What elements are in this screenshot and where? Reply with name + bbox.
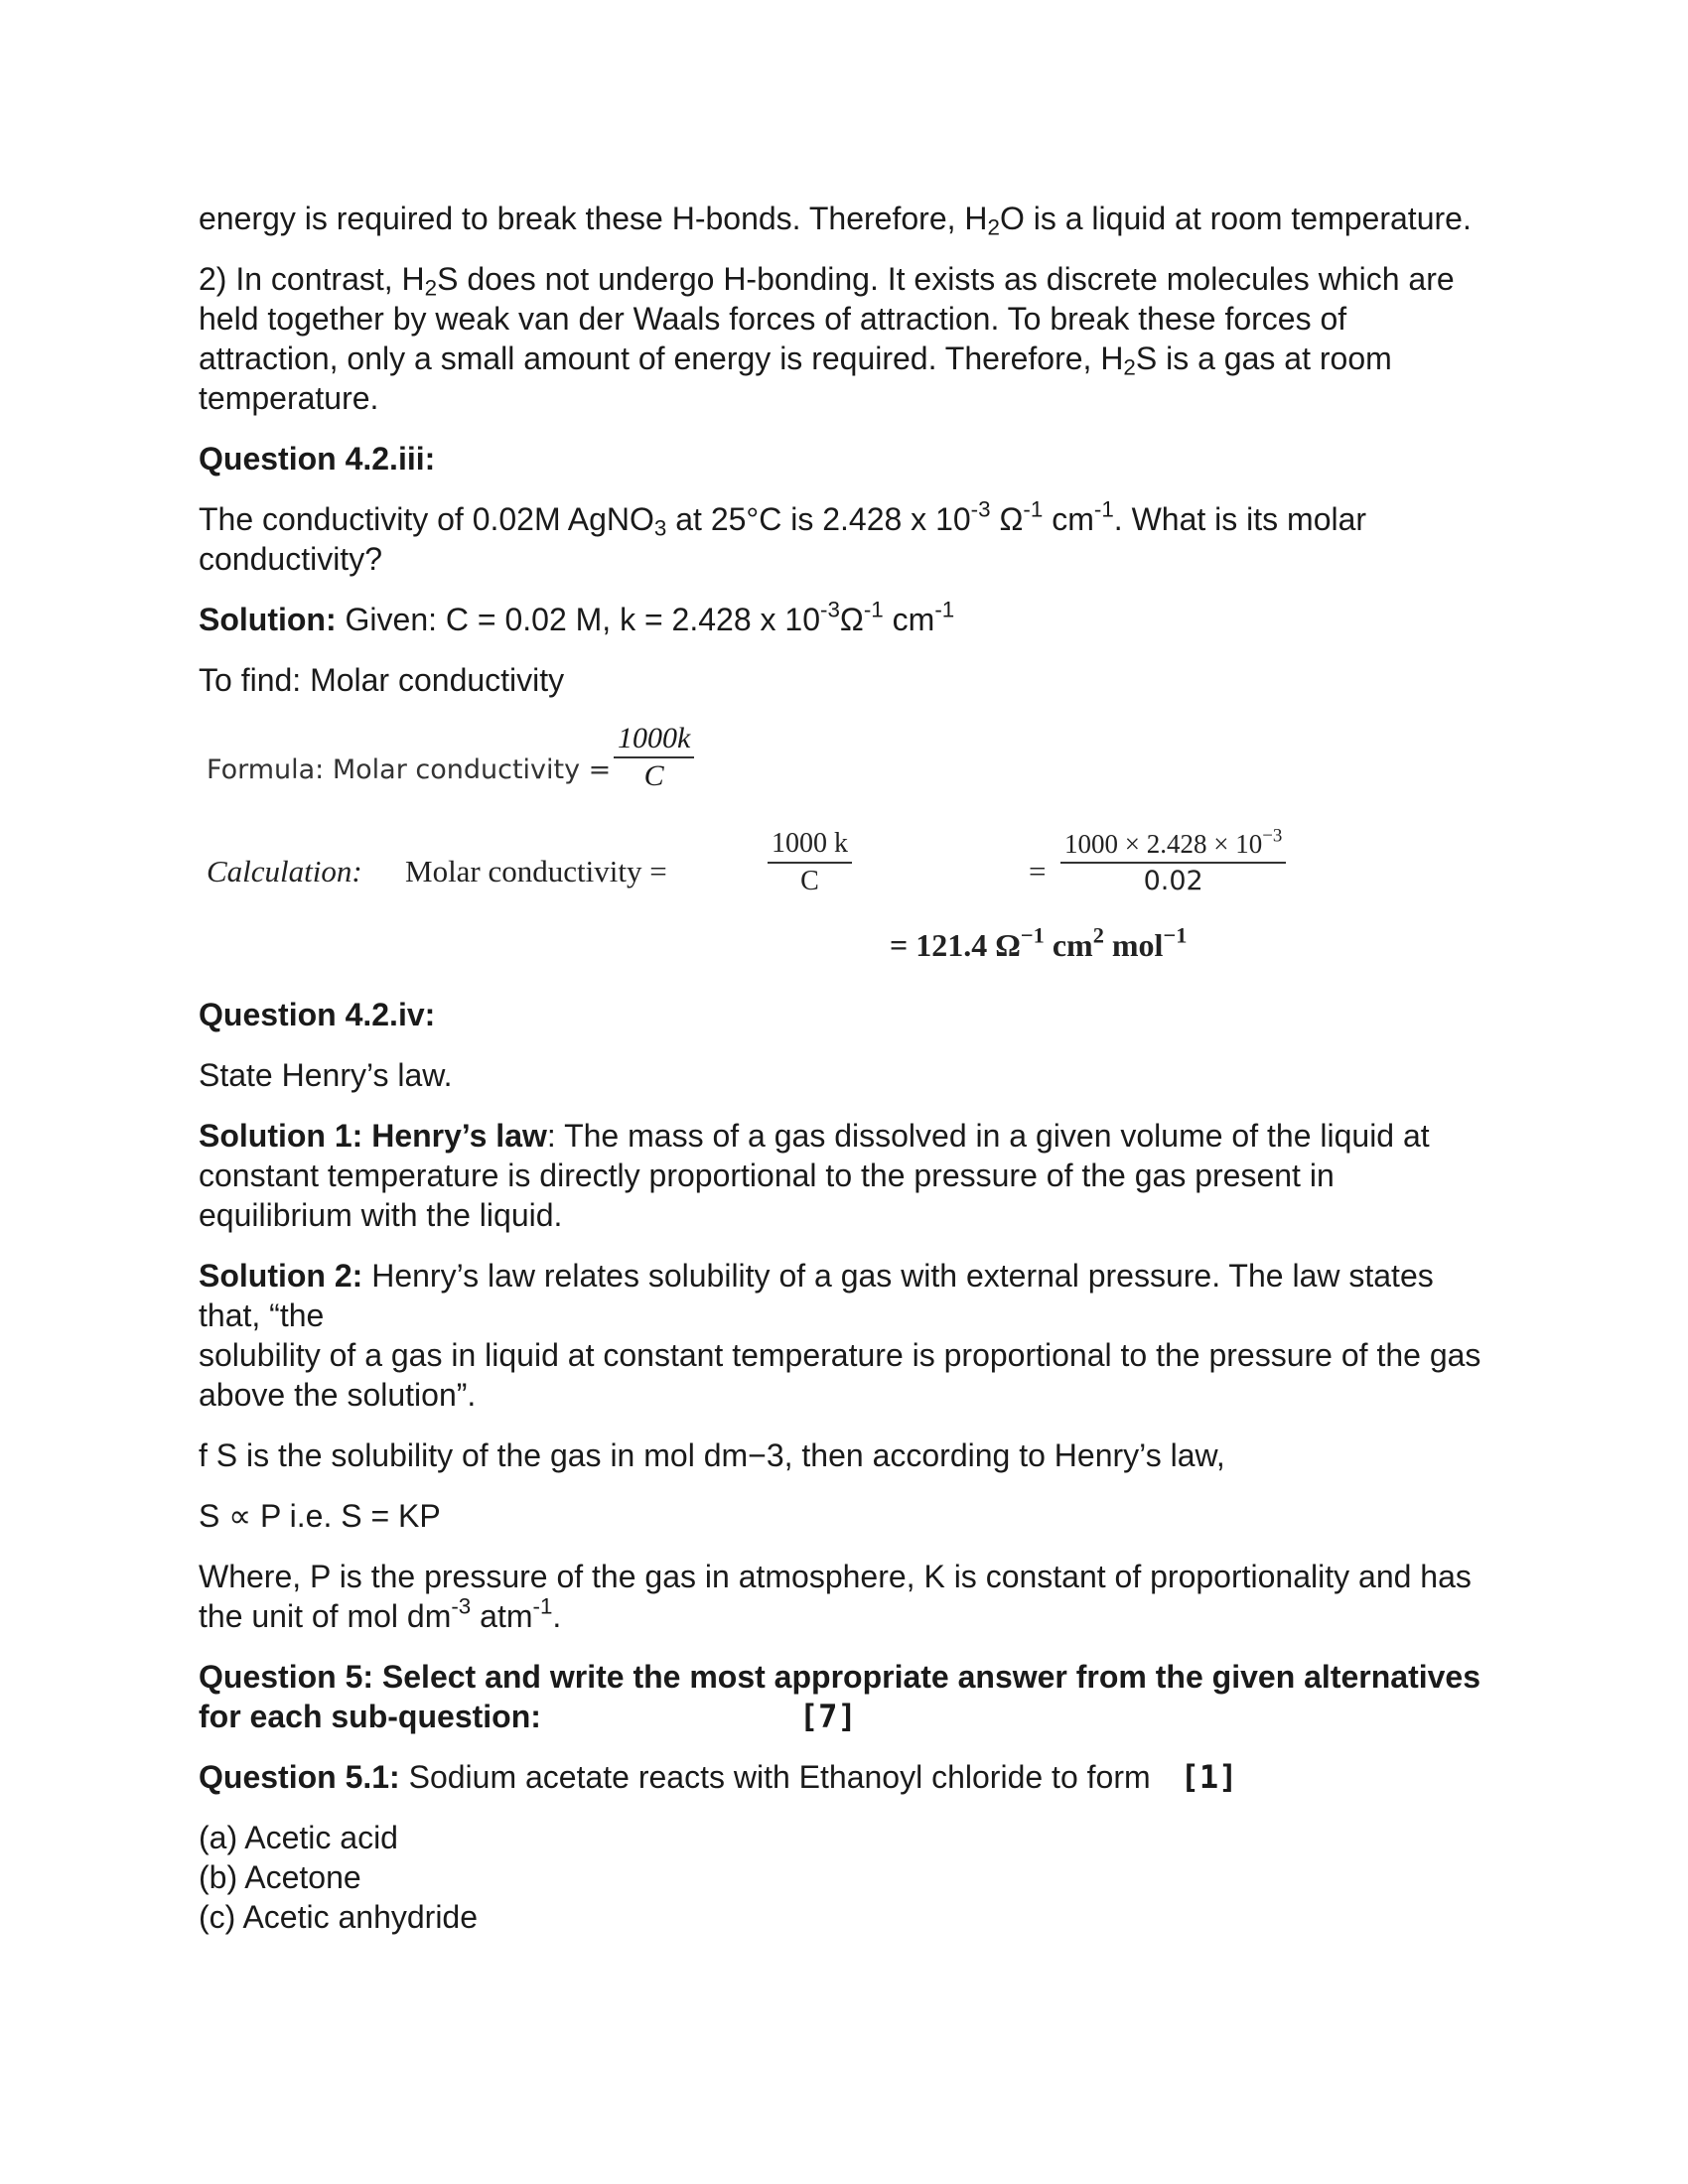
superscript: 2 [1092, 922, 1104, 948]
solution-label: Solution 1: Henry’s law [199, 1118, 547, 1154]
solubility-line: f S is the solubility of the gas in mol dm−3, then according to Henry’s law, [199, 1437, 1225, 1473]
formula-numerator: 1000k [618, 722, 691, 754]
proportionality-line: S ∝ P i.e. S = KP [199, 1498, 441, 1534]
to-find: To find: Molar conductivity [199, 662, 565, 698]
question-5-1 [199, 1757, 1489, 1797]
solution-2 [199, 1256, 1489, 1415]
marks-label: [1] [1180, 1758, 1238, 1796]
text: cm [883, 602, 935, 637]
question-4-2-iv-text: State Henry’s law. [199, 1057, 453, 1093]
text: S is a gas at room temperature. [199, 341, 1392, 416]
text: energy is required to break these H-bonds. Therefore, H [199, 201, 988, 236]
option-c: (c) Acetic anhydride [199, 1899, 479, 1935]
superscript: -1 [863, 597, 884, 622]
solution-label: Solution: [199, 602, 337, 637]
superscript: -3 [970, 496, 991, 522]
subscript: 2 [424, 275, 438, 301]
superscript: −1 [1020, 922, 1045, 948]
subscript: 3 [653, 515, 667, 541]
text: S does not undergo H-bonding. It exists as discrete molecules which are held together by weak van der Waals forces of attraction. To break these forces of attraction, only a small amount of energy is required. Therefore, H [199, 261, 1455, 376]
solution-given [199, 597, 1489, 639]
paragraph-h2s [199, 259, 1489, 418]
text: cm [1043, 501, 1094, 537]
superscript: −3 [1262, 825, 1283, 847]
text: Sodium acetate reacts with Ethanoyl chloride to form [399, 1759, 1151, 1795]
paragraph-h2o [199, 199, 1489, 238]
question-5-heading [199, 1657, 1489, 1736]
question-label: Question 5.1: [199, 1759, 400, 1795]
calculation-result [890, 922, 1188, 965]
text: cm [1044, 927, 1093, 963]
subscript: 2 [1123, 354, 1136, 380]
heading-text: Question 4.2.iii: [199, 441, 436, 477]
text: 1000 × 2.428 × 10 [1064, 829, 1263, 859]
page-content [199, 199, 1489, 1937]
superscript: -3 [451, 1593, 472, 1619]
superscript: -1 [532, 1593, 553, 1619]
solution-label: Solution 2: [199, 1258, 363, 1294]
option-b: (b) Acetone [199, 1859, 361, 1895]
text: Henry’s law relates solubility of a gas with external pressure. The law states that, “the [199, 1258, 1434, 1333]
question-4-2-iii-heading [199, 439, 1489, 478]
subscript: 2 [987, 214, 1000, 240]
text: Where, P is the pressure of the gas in atmosphere, K is constant of proportionality and has the unit of mol dm [199, 1559, 1472, 1634]
question-4-2-iii-text [199, 496, 1489, 579]
superscript: -1 [1093, 496, 1114, 522]
text: 2) In contrast, H [199, 261, 425, 297]
superscript: -1 [1023, 496, 1044, 522]
formula-fraction [614, 721, 694, 794]
superscript: -3 [820, 597, 840, 622]
text: The conductivity of 0.02M AgNO [199, 501, 654, 537]
calculation-fraction-2 [1060, 826, 1286, 899]
text: Given: C = 0.02 M, k = 2.428 x 10 [336, 602, 820, 637]
option-a: (a) Acetic acid [199, 1820, 398, 1855]
calculation-label: Calculation: [207, 854, 362, 888]
text: at 25°C is 2.428 x 10 [666, 501, 971, 537]
superscript: -1 [934, 597, 955, 622]
text: . [552, 1598, 562, 1634]
calculation-lhs: Molar conductivity = [405, 854, 667, 888]
heading-text: Question 5: Select and write the most appropriate answer from the given alternatives for each sub-question: [199, 1659, 1480, 1734]
fraction-denominator: 0.02 [1060, 862, 1286, 899]
text: Ω [990, 501, 1024, 537]
text: = 121.4 Ω [890, 927, 1021, 963]
text: : The mass of a gas dissolved in a given volume of the liquid at constant temperature is directly proportional to the pressure of the gas present in equilibrium with the liquid. [199, 1118, 1430, 1233]
fraction-numerator: 1000 k [772, 828, 848, 859]
formula-label: Formula: Molar conductivity = [207, 754, 612, 785]
fraction-denominator: C [768, 862, 852, 899]
equals-sign: = [1029, 854, 1047, 888]
superscript: −1 [1163, 922, 1188, 948]
text: solubility of a gas in liquid at constant temperature is proportional to the pressure of the gas above the solution”. [199, 1337, 1481, 1413]
solution-1 [199, 1116, 1489, 1235]
question-4-2-iv-heading [199, 995, 1489, 1034]
calculation-image [207, 826, 1489, 975]
formula-image [207, 721, 1489, 810]
calculation-fraction-1 [768, 826, 852, 899]
text: atm [471, 1598, 533, 1634]
text: Ω [839, 602, 864, 637]
answer-options [199, 1818, 1489, 1937]
fraction-numerator [1060, 826, 1286, 862]
heading-text: Question 4.2.iv: [199, 997, 436, 1032]
text: O is a liquid at room temperature. [999, 201, 1472, 236]
formula-denominator: C [614, 756, 694, 794]
text: . What is its molar conductivity? [199, 501, 1367, 577]
text: mol [1103, 927, 1164, 963]
where-line [199, 1557, 1489, 1636]
marks-label: [7] [798, 1698, 857, 1735]
